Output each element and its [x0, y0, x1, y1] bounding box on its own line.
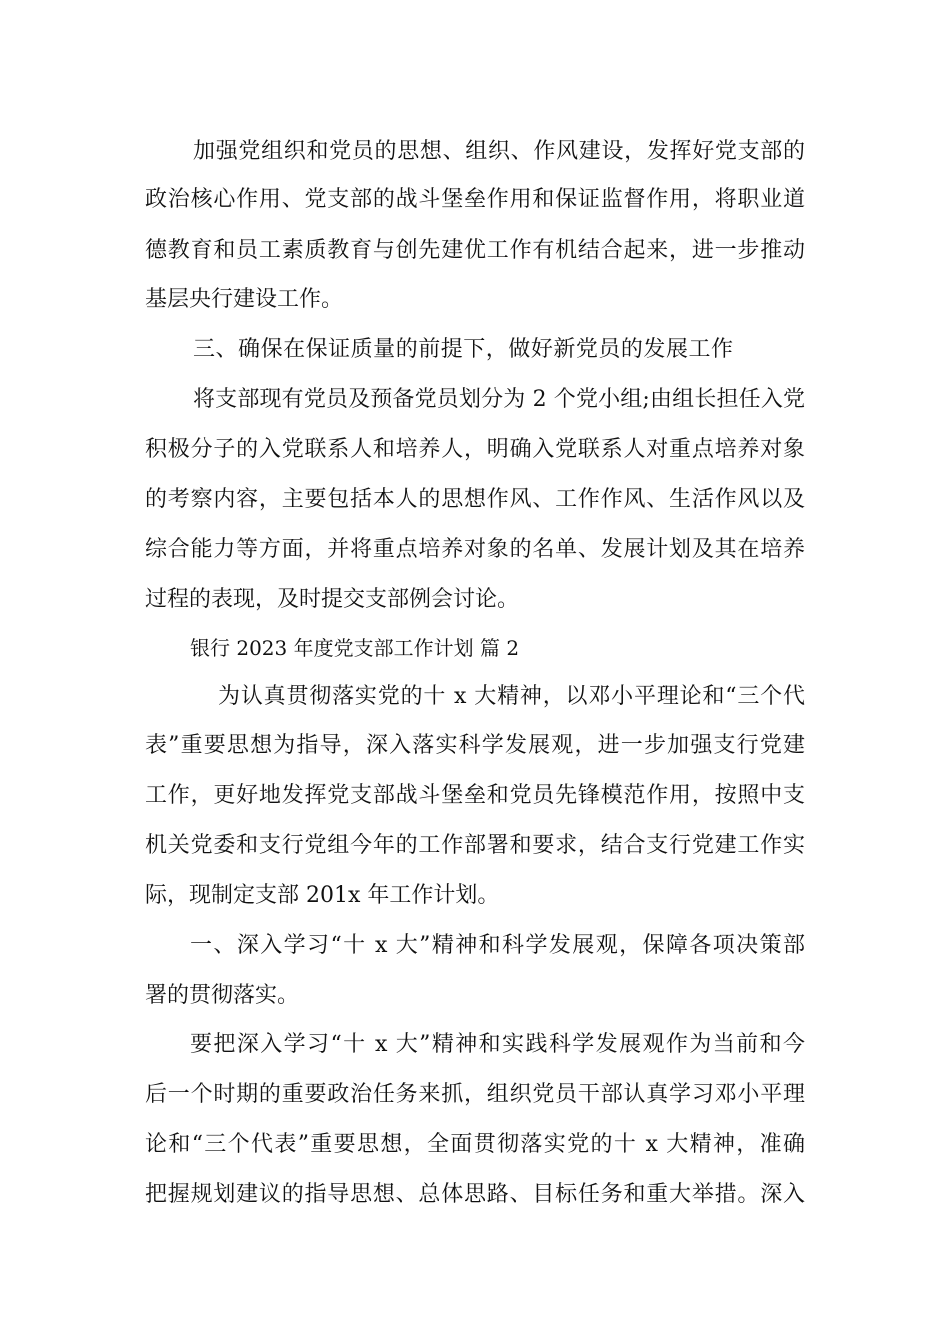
paragraph-line: 加强党组织和党员的思想、组织、作风建设，发挥好党支部的	[193, 139, 805, 164]
document-title: 银行 2023 年度党支部工作计划 篇 2	[190, 636, 520, 660]
paragraph-line: 政治核心作用、党支部的战斗堡垒作用和保证监督作用，将职业道	[145, 187, 805, 212]
paragraph-line: 把握规划建议的指导思想、总体思路、目标任务和重大举措。深入	[145, 1182, 805, 1207]
paragraph-line: 工作，更好地发挥党支部战斗堡垒和党员先锋模范作用，按照中支	[145, 783, 805, 808]
paragraph-line: 综合能力等方面，并将重点培养对象的名单、发展计划及其在培养	[145, 537, 805, 562]
paragraph-line: 德教育和员工素质教育与创先建优工作有机结合起来，进一步推动	[145, 238, 805, 263]
paragraph-line: 后一个时期的重要政治任务来抓，组织党员干部认真学习邓小平理	[145, 1082, 805, 1107]
paragraph-line: 过程的表现，及时提交支部例会讨论。	[145, 587, 520, 612]
section-heading: 署的贯彻落实。	[145, 983, 300, 1008]
section-heading: 三、确保在保证质量的前提下，做好新党员的发展工作	[193, 337, 733, 362]
paragraph-line: 际，现制定支部 201x 年工作计划。	[145, 883, 500, 908]
paragraph-line: 的考察内容，主要包括本人的思想作风、工作作风、生活作风以及	[145, 487, 805, 512]
paragraph-line: 基层央行建设工作。	[145, 287, 344, 312]
paragraph-line: 将支部现有党员及预备党员划分为 2 个党小组;由组长担任入党	[193, 387, 805, 412]
paragraph-line: 论和“三个代表”重要思想，全面贯彻落实党的十 x 大精神，准确	[145, 1132, 805, 1157]
paragraph-line: 要把深入学习“十 x 大”精神和实践科学发展观作为当前和今	[190, 1032, 805, 1057]
paragraph-line: 积极分子的入党联系人和培养人，明确入党联系人对重点培养对象	[145, 437, 805, 462]
section-heading: 一、深入学习“十 x 大”精神和科学发展观，保障各项决策部	[190, 933, 805, 958]
paragraph-line: 为认真贯彻落实党的十 x 大精神，以邓小平理论和“三个代	[218, 684, 805, 709]
paragraph-line: 机关党委和支行党组今年的工作部署和要求，结合支行党建工作实	[145, 833, 805, 858]
paragraph-line: 表”重要思想为指导，深入落实科学发展观，进一步加强支行党建	[145, 733, 805, 758]
